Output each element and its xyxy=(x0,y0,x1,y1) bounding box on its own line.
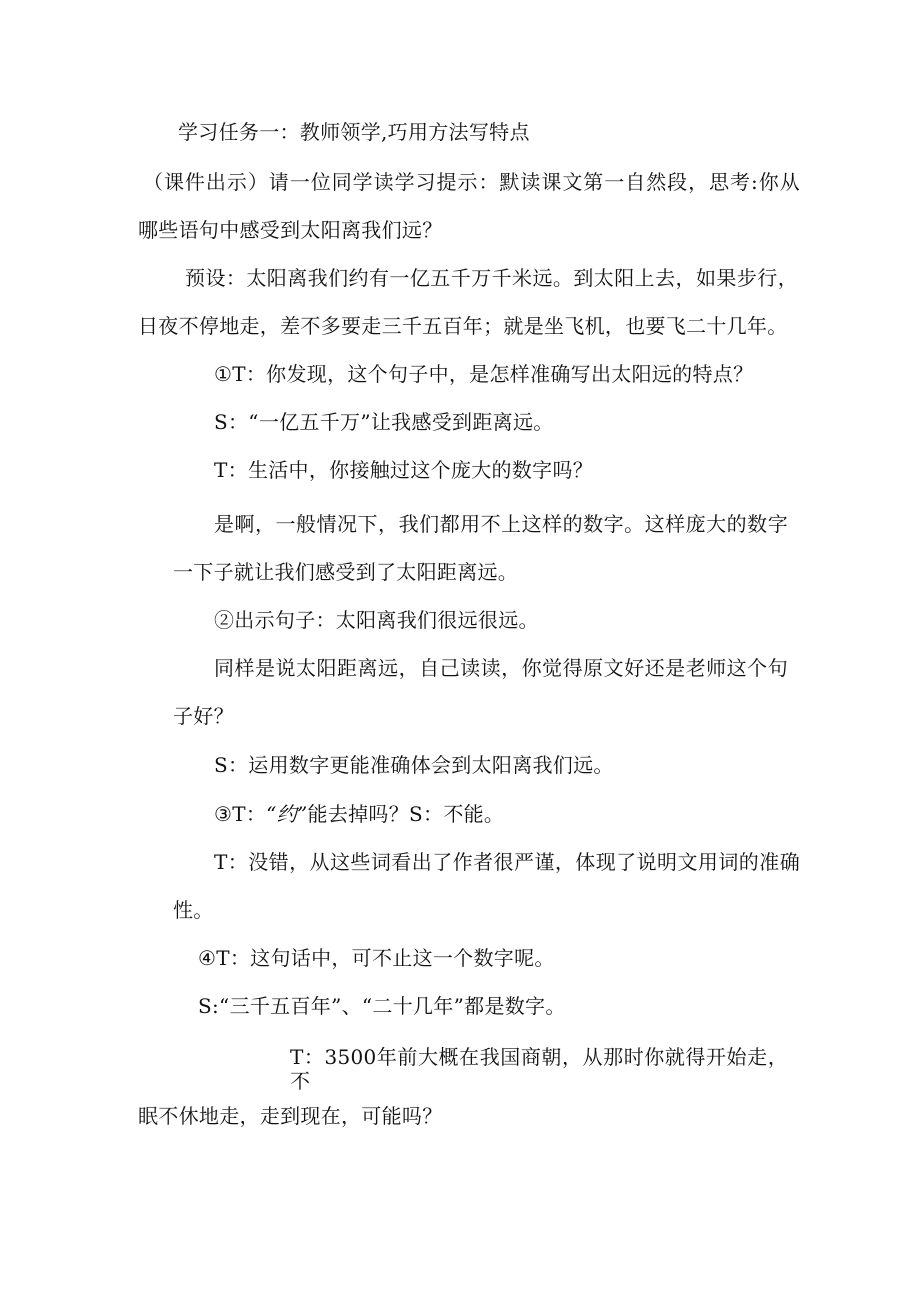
quoted-word: “约” xyxy=(266,802,308,826)
paragraph-line: 眠不休地走，走到现在，可能吗？ xyxy=(138,1104,443,1128)
student-answer: S:“三千五百年”、“二十几年”都是数字。 xyxy=(198,994,566,1018)
student-answer: S：运用数字更能准确体会到太阳离我们远。 xyxy=(214,753,614,777)
student-answer: S：“一亿五千万”让我感受到距离远。 xyxy=(214,410,554,434)
paragraph-line: 是啊，一般情况下，我们都用不上这样的数字。这样庞大的数字 xyxy=(214,512,788,536)
teacher-question: ④T：这句话中，可不止这一个数字呢。 xyxy=(198,946,555,970)
paragraph-line: T：没错，从这些词看出了作者很严谨，体现了说明文用词的准确 xyxy=(214,850,800,874)
task-heading: 学习任务一：教师领学,巧用方法写特点 xyxy=(178,120,530,144)
teacher-question xyxy=(214,802,504,826)
paragraph-line: 预设：太阳离我们约有一亿五千万千米远。到太阳上去，如果步行， xyxy=(185,266,798,290)
teacher-question: ①T：你发现，这个句子中，是怎样准确写出太阳远的特点？ xyxy=(214,362,754,386)
teacher-question: T：生活中，你接触过这个庞大的数字吗？ xyxy=(214,458,594,482)
paragraph-line: 同样是说太阳距离远，自己读读，你觉得原文好还是老师这个句 xyxy=(214,656,788,680)
question-prefix: ③T： xyxy=(214,802,267,826)
paragraph-line: 子好？ xyxy=(173,704,234,728)
question-suffix: 能去掉吗？S：不能。 xyxy=(307,802,505,826)
paragraph-line: 性。 xyxy=(173,898,214,922)
example-sentence: ②出示句子：太阳离我们很远很远。 xyxy=(214,608,539,632)
paragraph-line: （课件出示）请一位同学读学习提示：默读课文第一自然段，思考:你从 xyxy=(143,170,800,194)
paragraph-line: 哪些语句中感受到太阳离我们远？ xyxy=(138,218,443,242)
paragraph-line: 日夜不停地走，差不多要走三千五百年；就是坐飞机，也要飞二十几年。 xyxy=(138,314,788,338)
paragraph-line: T：3500年前大概在我国商朝，从那时你就得开始走，不 xyxy=(290,1045,788,1093)
paragraph-line: 一下子就让我们感受到了太阳距离远。 xyxy=(173,560,519,584)
